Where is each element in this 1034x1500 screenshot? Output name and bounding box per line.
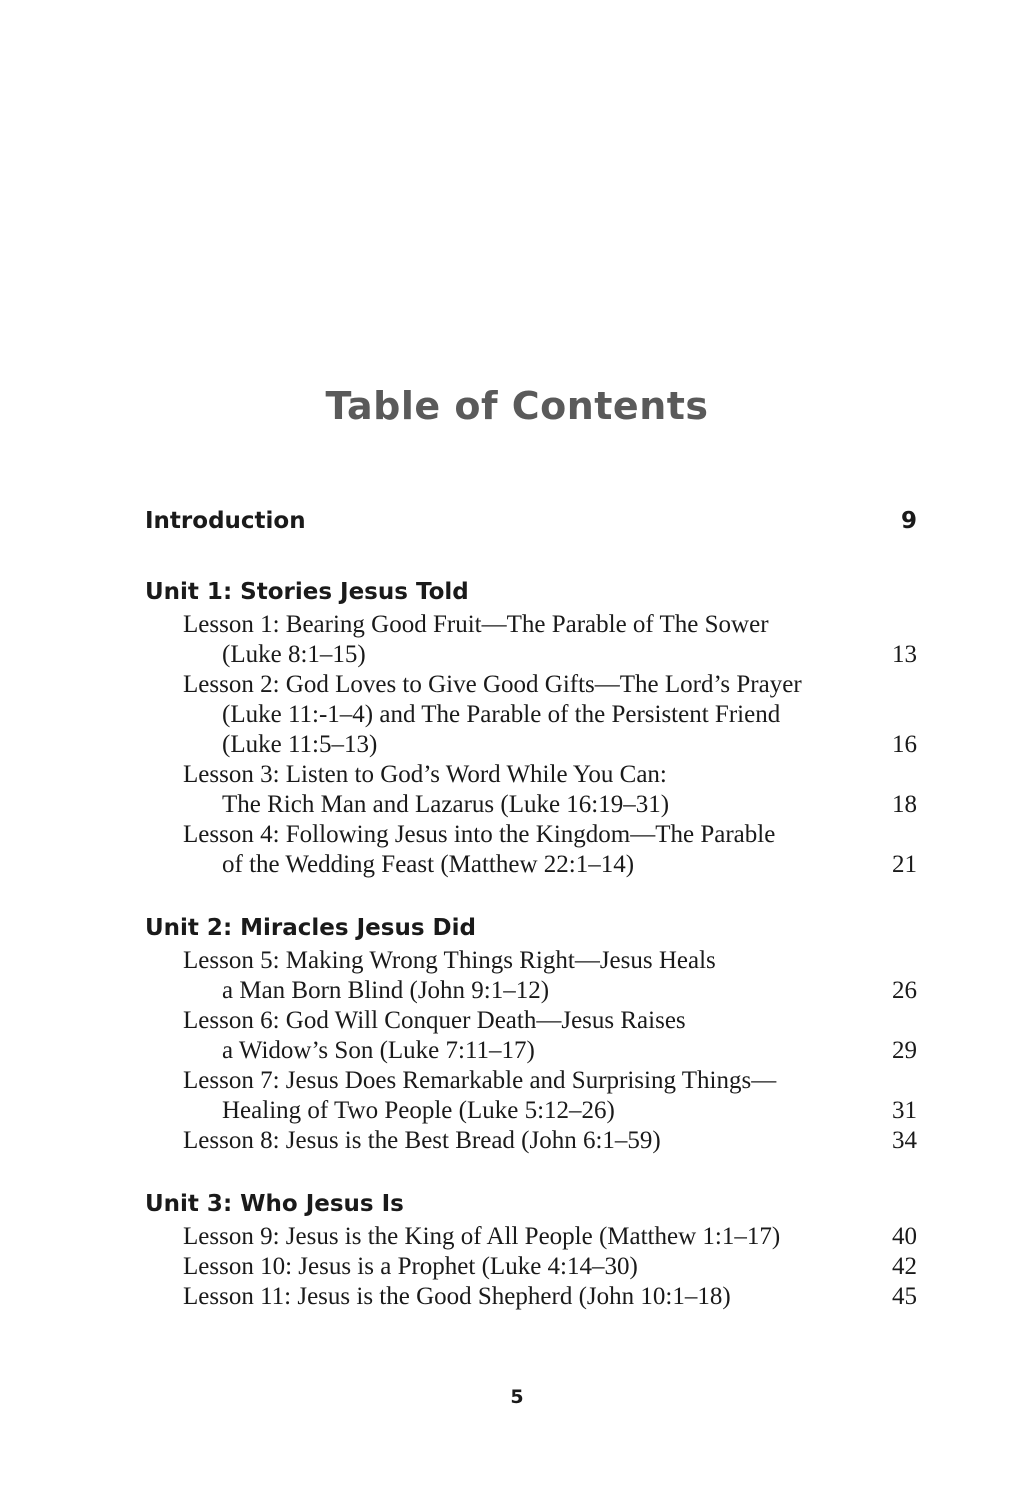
toc-entry-lesson-3[interactable] [145, 760, 917, 820]
toc-entry-lesson-5[interactable] [145, 946, 917, 1006]
toc-entry-lesson-4[interactable] [145, 820, 917, 880]
lesson-page-number: 26 [892, 977, 917, 1004]
lesson-line: Lesson 1: Bearing Good Fruit—The Parable of The Sower [183, 611, 769, 638]
lesson-line: Lesson 10: Jesus is a Prophet (Luke 4:14–30) [183, 1253, 638, 1280]
lesson-page-number: 34 [892, 1127, 917, 1154]
toc-entry-lesson-11[interactable] [145, 1282, 917, 1312]
lesson-page-number: 13 [892, 641, 917, 668]
lesson-line: Lesson 9: Jesus is the King of All People (Matthew 1:1–17) [183, 1223, 781, 1250]
toc-entry-lesson-7[interactable] [145, 1066, 917, 1126]
toc-entry-lesson-1[interactable] [145, 610, 917, 670]
toc-entry-lesson-10[interactable] [145, 1252, 917, 1282]
toc-entry-lesson-8[interactable] [145, 1126, 917, 1156]
lesson-page-number: 29 [892, 1037, 917, 1064]
footer-page-number: 5 [510, 1386, 524, 1408]
toc-entry-lesson-2[interactable] [145, 670, 917, 760]
lesson-page-number: 31 [892, 1097, 917, 1124]
lesson-page-number: 45 [892, 1283, 917, 1310]
unit-heading[interactable]: Unit 2: Miracles Jesus Did [145, 915, 476, 941]
lesson-line: Lesson 2: God Loves to Give Good Gifts—The Lord’s Prayer [183, 671, 802, 698]
lesson-line: Lesson 11: Jesus is the Good Shepherd (John 10:1–18) [183, 1283, 731, 1310]
lesson-line: Lesson 7: Jesus Does Remarkable and Surprising Things— [183, 1067, 777, 1094]
lesson-page-number: 40 [892, 1223, 917, 1250]
unit-heading[interactable]: Unit 3: Who Jesus Is [145, 1191, 404, 1217]
lesson-line: The Rich Man and Lazarus (Luke 16:19–31) [222, 791, 670, 818]
lesson-line: Lesson 8: Jesus is the Best Bread (John 6:1–59) [183, 1127, 661, 1154]
lesson-page-number: 21 [892, 851, 917, 878]
unit-heading[interactable]: Unit 1: Stories Jesus Told [145, 579, 469, 605]
lesson-line: Lesson 3: Listen to God’s Word While You Can: [183, 761, 667, 788]
introduction-label: Introduction [145, 508, 306, 534]
lesson-line: a Widow’s Son (Luke 7:11–17) [222, 1037, 535, 1064]
lesson-line: (Luke 11:5–13) [222, 731, 378, 758]
lesson-page-number: 18 [892, 791, 917, 818]
unit-2 [145, 910, 917, 1156]
lesson-line: Healing of Two People (Luke 5:12–26) [222, 1097, 615, 1124]
toc-entry-lesson-6[interactable] [145, 1006, 917, 1066]
page-title: Table of Contents [325, 384, 709, 428]
lesson-page-number: 16 [892, 731, 917, 758]
table-of-contents [145, 508, 917, 1312]
lesson-line: Lesson 5: Making Wrong Things Right—Jesus Heals [183, 947, 716, 974]
introduction-page: 9 [900, 508, 917, 534]
lesson-line: Lesson 6: God Will Conquer Death—Jesus Raises [183, 1007, 686, 1034]
lesson-line: (Luke 8:1–15) [222, 641, 366, 668]
toc-entry-lesson-9[interactable] [145, 1222, 917, 1252]
lesson-line: (Luke 11:-1–4) and The Parable of the Persistent Friend [222, 701, 781, 728]
toc-introduction[interactable] [145, 508, 917, 548]
lesson-line: Lesson 4: Following Jesus into the Kingdom—The Parable [183, 821, 776, 848]
unit-1 [145, 574, 917, 880]
unit-3 [145, 1186, 917, 1312]
lesson-line: a Man Born Blind (John 9:1–12) [222, 977, 550, 1004]
lesson-line: of the Wedding Feast (Matthew 22:1–14) [222, 851, 635, 878]
lesson-page-number: 42 [892, 1253, 917, 1280]
